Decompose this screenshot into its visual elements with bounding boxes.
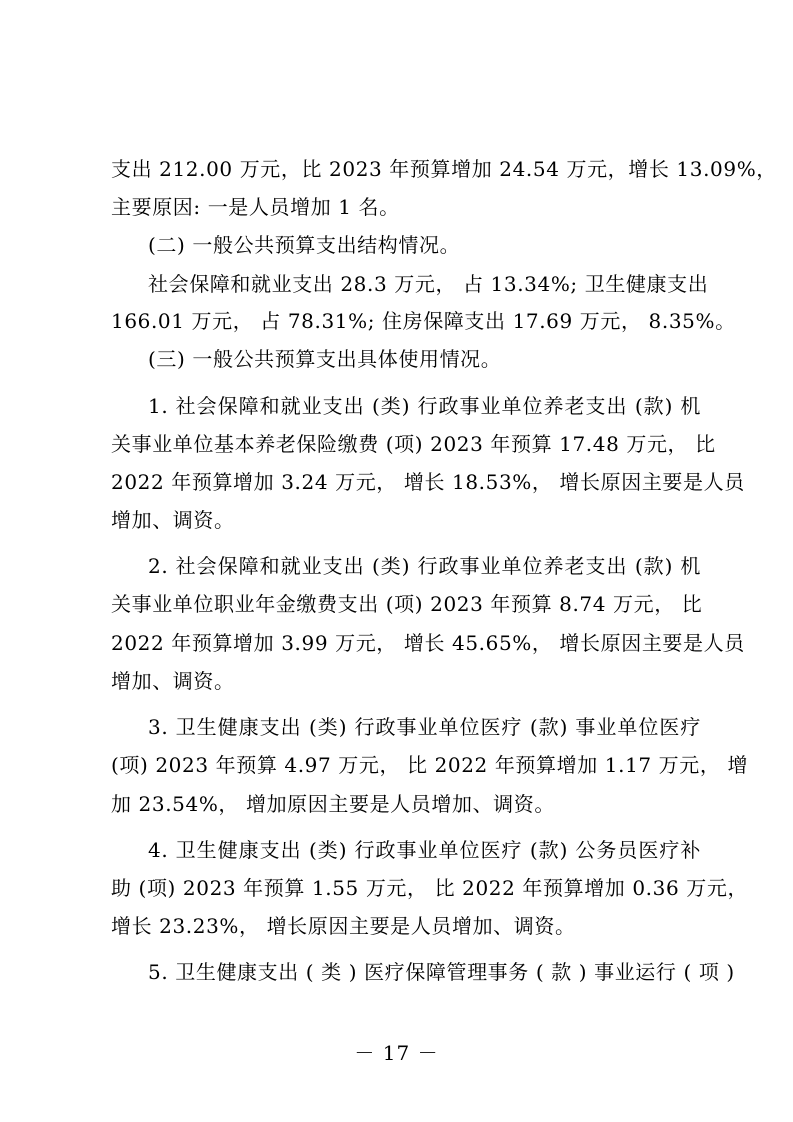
paragraph-line: 主要原因: 一是人员增加 1 名。: [111, 195, 400, 219]
paragraph-line: 5. 卫生健康支出 ( 类 ) 医疗保障管理事务 ( 款 ) 事业运行 ( 项 ): [148, 960, 735, 984]
paragraph-line: 加 23.54%， 增加原因主要是人员增加、调资。: [111, 792, 555, 816]
paragraph-line: 支出 212.00 万元，比 2023 年预算增加 24.54 万元，增长 13.09%，: [111, 157, 777, 181]
paragraph-line: 2022 年预算增加 3.99 万元， 增长 45.65%， 增长原因主要是人员: [111, 631, 745, 655]
page-number: － 17 －: [354, 1041, 439, 1065]
paragraph-line: 增加、调资。: [111, 508, 235, 532]
paragraph-line: 1. 社会保障和就业支出 (类) 行政事业单位养老支出 (款) 机: [148, 394, 701, 418]
section-heading: (三) 一般公共预算支出具体使用情况。: [148, 347, 502, 371]
paragraph-line: 关事业单位基本养老保险缴费 (项) 2023 年预算 17.48 万元， 比: [111, 432, 716, 456]
paragraph-line: 助 (项) 2023 年预算 1.55 万元， 比 2022 年预算增加 0.36 万元，: [111, 876, 749, 900]
section-heading: (二) 一般公共预算支出结构情况。: [148, 233, 461, 257]
paragraph-line: 166.01 万元， 占 78.31%; 住房保障支出 17.69 万元， 8.35%。: [111, 309, 736, 333]
paragraph-line: 关事业单位职业年金缴费支出 (项) 2023 年预算 8.74 万元， 比: [111, 592, 703, 616]
paragraph-line: 2. 社会保障和就业支出 (类) 行政事业单位养老支出 (款) 机: [148, 554, 701, 578]
paragraph-line: 3. 卫生健康支出 (类) 行政事业单位医疗 (款) 事业单位医疗: [148, 715, 701, 739]
paragraph-line: 4. 卫生健康支出 (类) 行政事业单位医疗 (款) 公务员医疗补: [148, 838, 701, 862]
paragraph-line: 增长 23.23%， 增长原因主要是人员增加、调资。: [111, 914, 576, 938]
paragraph-line: (项) 2023 年预算 4.97 万元， 比 2022 年预算增加 1.17 万元， 增: [111, 753, 749, 777]
paragraph-line: 增加、调资。: [111, 669, 235, 693]
paragraph-line: 社会保障和就业支出 28.3 万元， 占 13.34%; 卫生健康支出: [148, 272, 709, 296]
paragraph-line: 2022 年预算增加 3.24 万元， 增长 18.53%， 增长原因主要是人员: [111, 470, 745, 494]
